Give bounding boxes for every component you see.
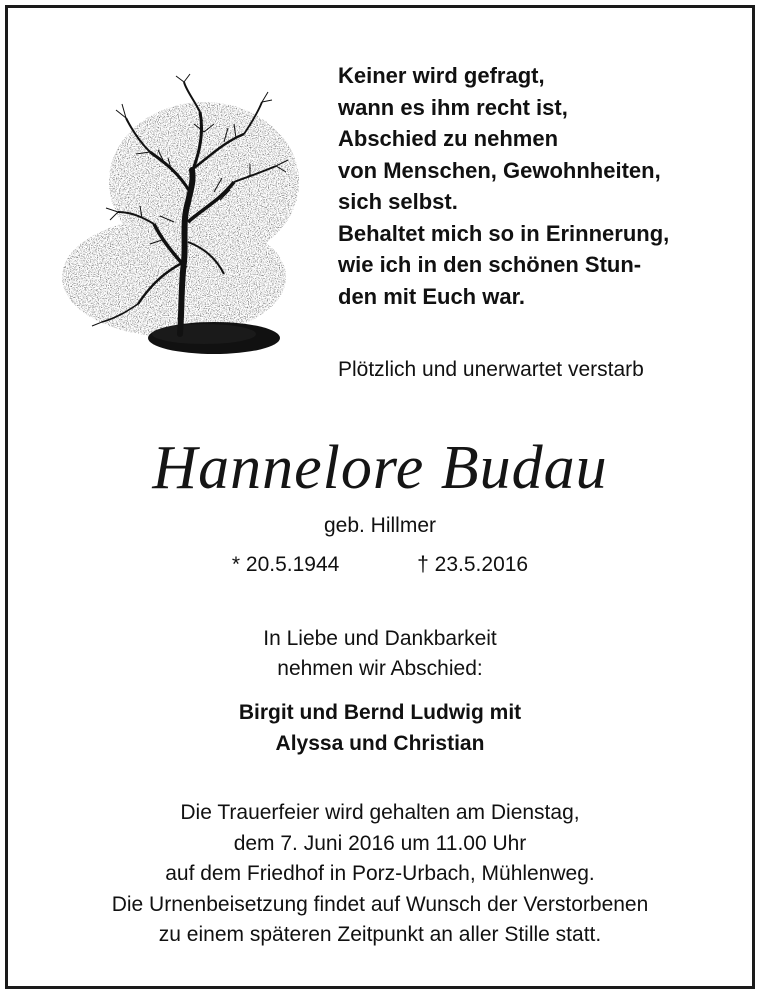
poem-line: den mit Euch war. (338, 283, 526, 309)
life-dates (8, 551, 752, 579)
poem (338, 60, 748, 312)
service-line: zu einem späteren Zeitpunkt an aller Stille statt. (158, 923, 602, 946)
mourners (8, 697, 752, 759)
death-announcement-intro: Plötzlich und unerwartet verstarb (338, 358, 644, 381)
funeral-service-info (8, 798, 752, 951)
mourners-line: Birgit und Bernd Ludwig mit (238, 701, 522, 724)
service-line: Die Trauerfeier wird gehalten am Dienstag, (180, 801, 580, 824)
mourners-line: Alyssa und Christian (275, 732, 485, 755)
farewell-line: In Liebe und Dankbarkeit (263, 627, 497, 650)
farewell-line: nehmen wir Abschied: (277, 657, 483, 680)
service-line: auf dem Friedhof in Porz-Urbach, Mühlenweg. (165, 862, 595, 885)
deceased-name: Hannelore Budau (152, 434, 608, 502)
poem-line: sich selbst. (338, 189, 458, 214)
maiden-name: geb. Hillmer (323, 514, 437, 537)
poem-line: Abschied zu nehmen (338, 126, 559, 151)
farewell-text (8, 624, 752, 684)
service-line: Die Urnenbeisetzung findet auf Wunsch der Verstorbenen (111, 892, 649, 916)
birth-date: * 20.5.1944 (231, 553, 340, 576)
tree-illustration-icon (54, 72, 326, 376)
poem-line: von Menschen, Gewohnheiten, (338, 157, 661, 183)
obituary-notice (5, 5, 755, 989)
poem-line: wann es ihm recht ist, (338, 94, 568, 120)
poem-line: Behaltet mich so in Erinnerung, (338, 220, 670, 246)
poem-line: wie ich in den schönen Stun- (338, 252, 642, 277)
service-line: dem 7. Juni 2016 um 11.00 Uhr (233, 831, 527, 855)
poem-line: Keiner wird gefragt, (338, 63, 545, 88)
death-date: † 23.5.2016 (417, 553, 529, 576)
